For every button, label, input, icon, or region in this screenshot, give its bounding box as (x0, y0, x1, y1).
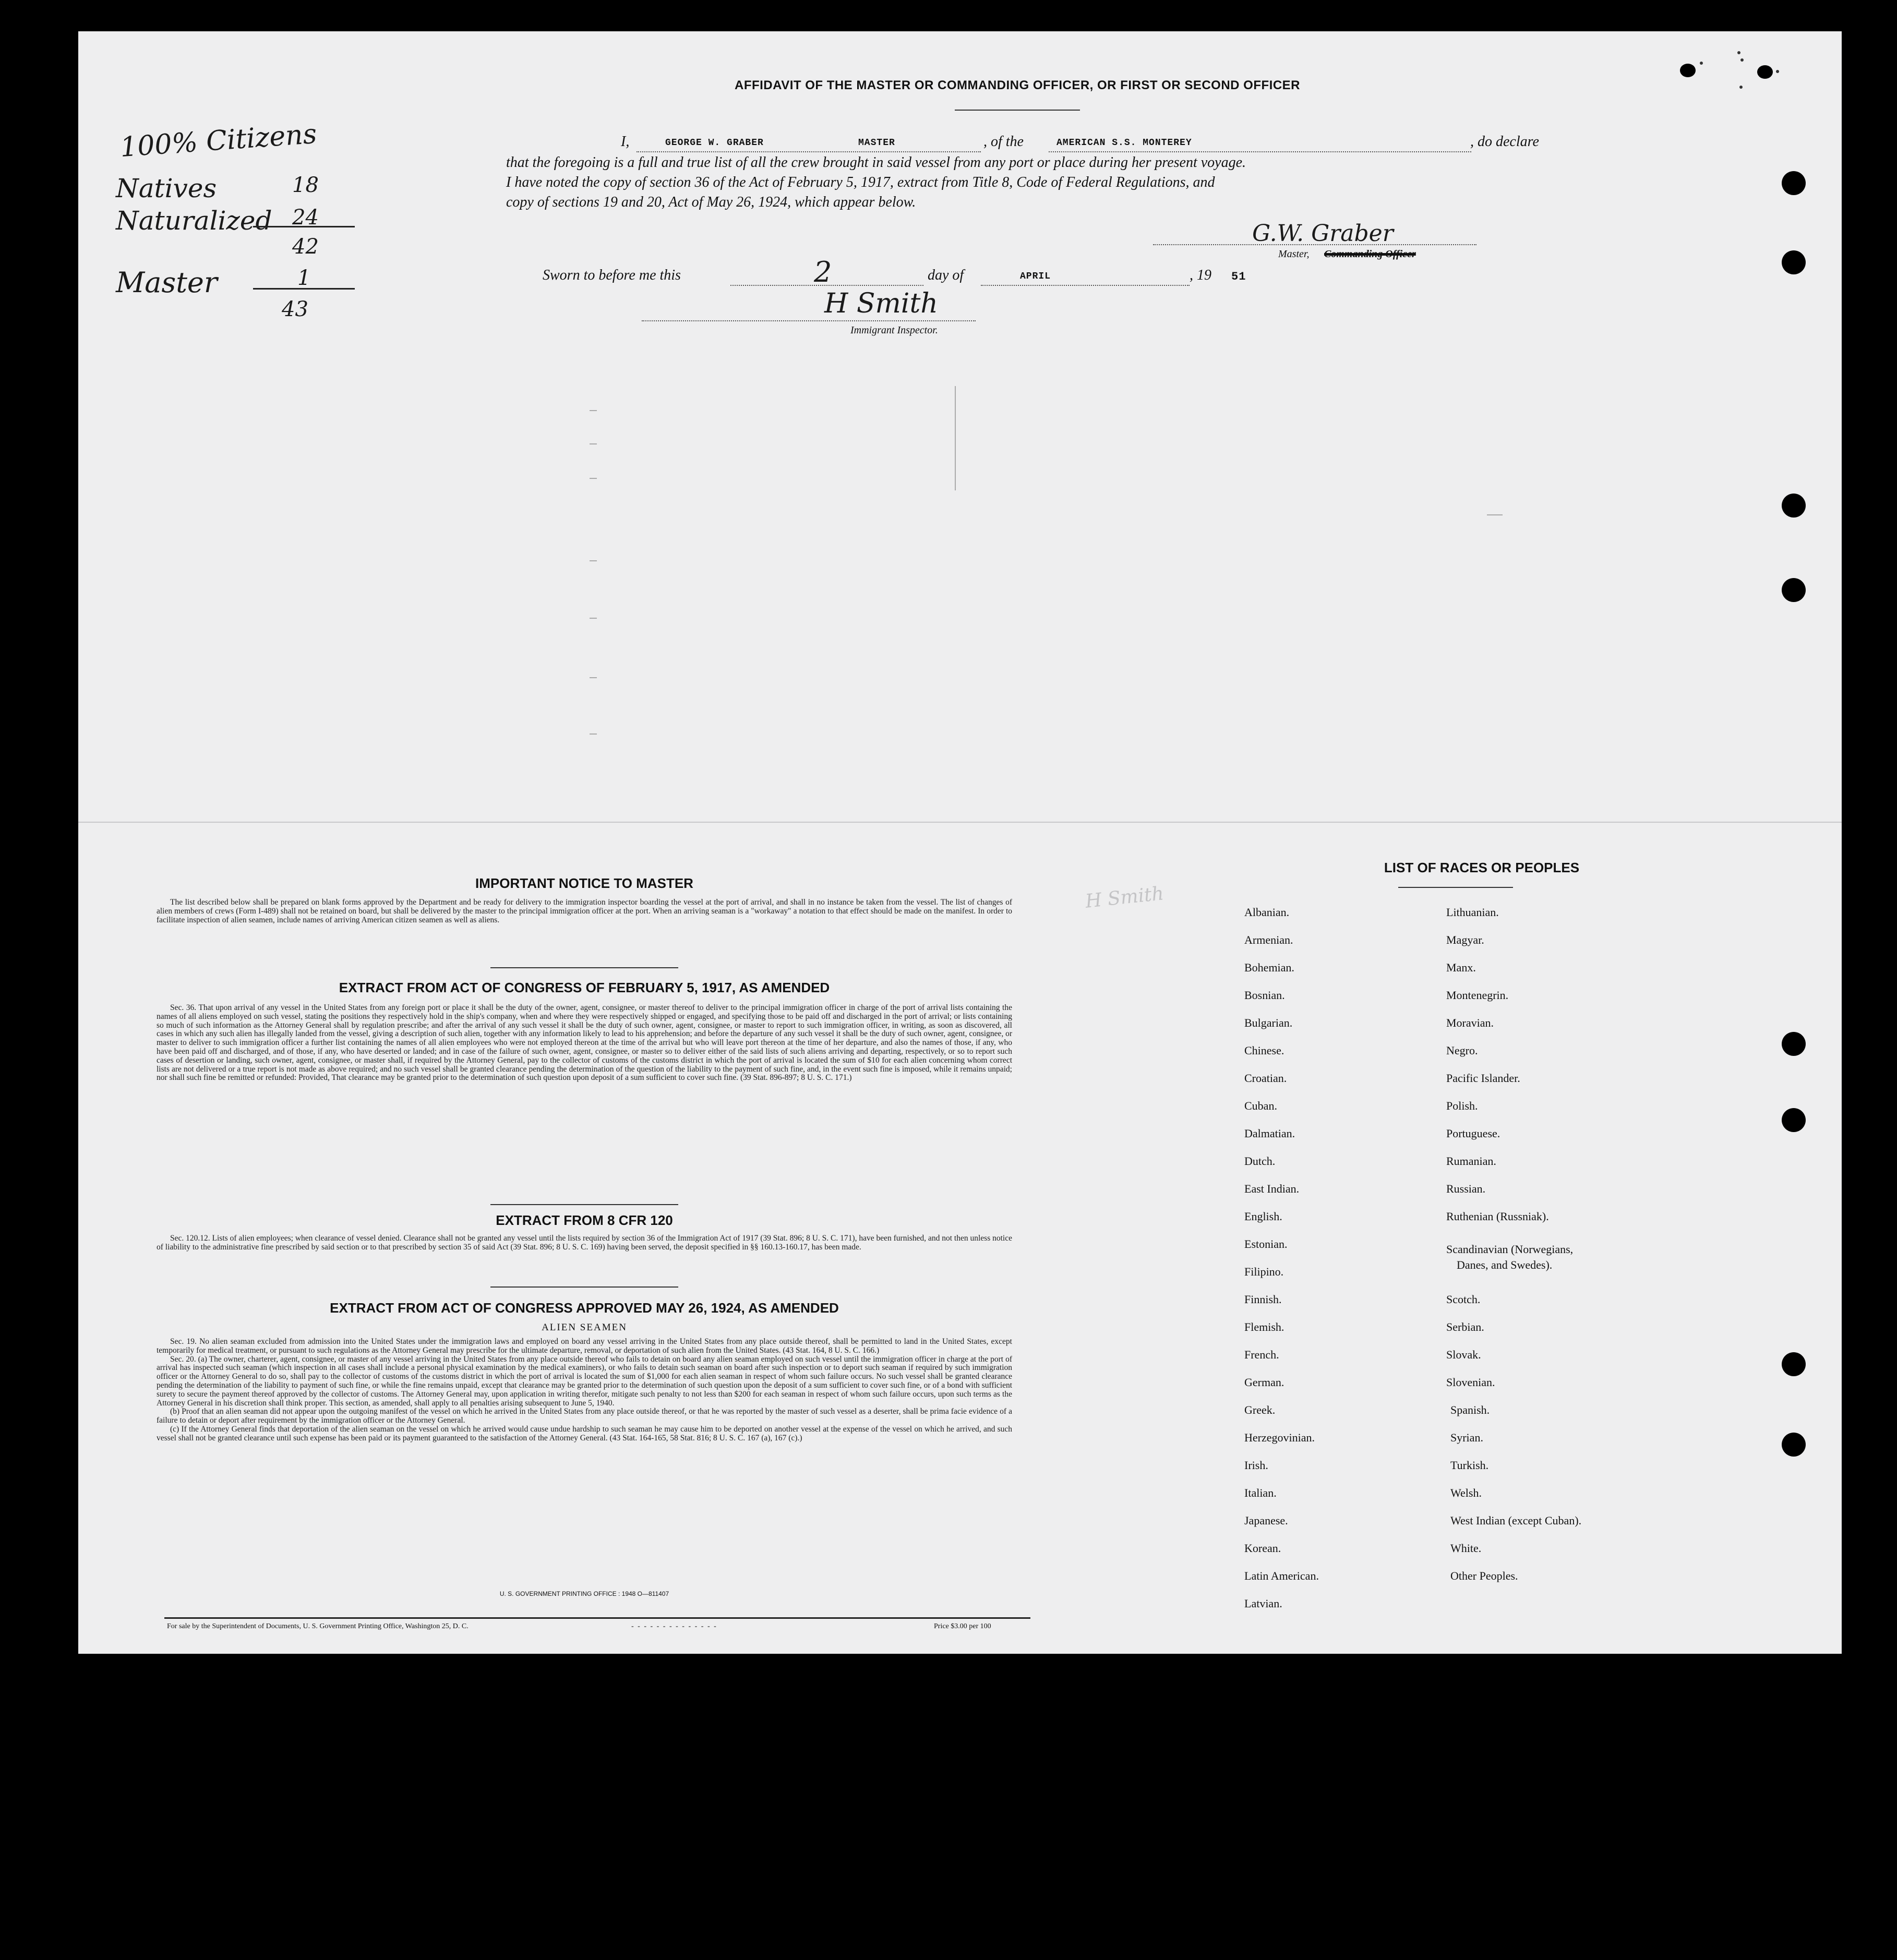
punch-hole (1782, 1352, 1806, 1376)
master-name-value: GEORGE W. GRABER (665, 138, 764, 148)
race-item: Scandinavian (Norwegians, (1446, 1243, 1574, 1256)
master-name-field-line (637, 151, 981, 152)
race-item: Scotch. (1446, 1293, 1481, 1306)
race-item: Filipino. (1244, 1265, 1284, 1278)
race-item: Flemish. (1244, 1320, 1284, 1333)
extract-1917-title: EXTRACT FROM ACT OF CONGRESS OF FEBRUARY 5, 1917, AS AMENDED (339, 980, 830, 995)
inspector-title-label: Immigrant Inspector. (850, 324, 938, 336)
struck-title-label: Commanding Officer (1324, 248, 1416, 260)
race-item: Albanian. (1244, 906, 1290, 919)
race-item: Irish. (1244, 1459, 1268, 1472)
inspector-signature-line (642, 320, 976, 321)
day-of-label: day of (928, 267, 964, 283)
race-item: Italian. (1244, 1486, 1277, 1499)
bleed-through-mark (590, 410, 597, 411)
dust-dot (1740, 58, 1744, 62)
race-item: Spanish. (1450, 1403, 1490, 1416)
race-item: Chinese. (1244, 1044, 1284, 1057)
document-page (78, 31, 1842, 1654)
race-item: Danes, and Swedes). (1457, 1258, 1553, 1271)
affidavit-title: AFFIDAVIT OF THE MASTER OR COMMANDING OFFICER, OR FIRST OR SECOND OFFICER (734, 78, 1301, 92)
master-signature-line (1153, 244, 1476, 245)
bleed-through-mark (590, 734, 597, 735)
race-item: German. (1244, 1376, 1284, 1389)
do-declare-label: , do declare (1470, 134, 1539, 150)
race-item: Welsh. (1450, 1486, 1482, 1499)
race-item: Polish. (1446, 1099, 1478, 1112)
dust-dot (1700, 62, 1703, 65)
race-item: Latin American. (1244, 1569, 1319, 1582)
race-item: Croatian. (1244, 1072, 1287, 1085)
dust-dot (1737, 51, 1740, 54)
race-item: Greek. (1244, 1403, 1276, 1416)
affidavit-line-2: that the foregoing is a full and true list of all the crew brought in said vessel from any port or place during her present voyage. (506, 154, 1246, 171)
punch-hole (1782, 171, 1806, 195)
race-item: Ruthenian (Russniak). (1446, 1210, 1549, 1223)
gpo-imprint: U. S. GOVERNMENT PRINTING OFFICE : 1948 O—811407 (499, 1590, 669, 1597)
handwritten-subtotal: 42 (292, 235, 319, 259)
race-item: Slovak. (1446, 1348, 1481, 1361)
race-item: Dutch. (1244, 1155, 1276, 1168)
race-item: Turkish. (1450, 1459, 1489, 1472)
race-item: French. (1244, 1348, 1279, 1361)
master-signature: G.W. Graber (1252, 220, 1394, 247)
sworn-month-value: APRIL (1020, 271, 1051, 282)
tally-rule (253, 288, 355, 290)
of-the-label: , of the (983, 134, 1024, 150)
footer-sale-text: For sale by the Superintendent of Documents, U. S. Government Printing Office, Washington 25, D. C. (167, 1622, 469, 1630)
race-item: Negro. (1446, 1044, 1478, 1057)
race-item: Herzegovinian. (1244, 1431, 1315, 1444)
extract-1924-subtitle: ALIEN SEAMEN (542, 1322, 627, 1333)
race-item: Manx. (1446, 961, 1476, 974)
extract-1917-body: Sec. 36. That upon arrival of any vessel in the United States from any foreign port or place it shall be the duty of the owner, agent, consignee, or master thereof to deliver to the principal immigration officer in charge of the port of arrival lists containing the names of all aliens employed on such vessel, stating the positions they respectively hold in the ship's company, when and where they were respectively shipped or engaged, and specifying those to be paid off and discharged in the port of arrival; or lists containing so much of such information as the Attorney General shall by regulation prescribe; and after the arrival of any such vessel it shall be the duty of such owner, agent, consignee, or master to report to such immigration officer, in writing, as soon as discovered, all cases in which any such alien has illegally landed from the vessel, giving a description of such alien, together with any information likely to lead to his apprehension; and before the departure of any such vessel it shall be the duty of such owner, agent, consignee, or master to deliver to such immigration officer a further list containing the names of all alien employees who were not employed thereon at the time of the arrival but who will leave port thereon at the time of her departure, and also the names of those, if any, who have been paid off and discharged, and of those, if any, who have deserted or landed; and in case of the failure of such owner, agent, consignee, or master so to deliver either of the said lists of such aliens arriving and departing, respectively, or so to report such cases of desertion or landing, such owner, agent, consignee, or master shall, if required by the Attorney General, pay to the collector of customs of the customs district in which the port of arrival is located the sum of $10 for each alien concerning whom correct lists are not delivered or a true report is not made as above required; and no such vessel shall be granted clearance pending the determination of the question of the liability to the payment of such fine, and, in the event such fine is imposed, while it remains unpaid; nor shall such fine be remitted or refunded: Provided, That clearance may be granted prior to the determination of such question upon deposit of a sum sufficient to cover such fine. (39 Stat. 896-897; 8 U. S. C. 171.) (157, 1003, 1012, 1083)
section-rule (490, 1204, 678, 1205)
race-item: Bulgarian. (1244, 1016, 1293, 1029)
sworn-prefix-label: Sworn to before me this (543, 267, 681, 283)
race-item: Bosnian. (1244, 989, 1285, 1002)
race-item: Russian. (1446, 1182, 1486, 1195)
extract-1924-body (157, 1338, 1012, 1443)
race-item: Slovenian. (1446, 1376, 1495, 1389)
notice-title: IMPORTANT NOTICE TO MASTER (475, 875, 693, 891)
sworn-day-value: 2 (814, 256, 832, 288)
race-item: Latvian. (1244, 1597, 1282, 1610)
race-item: White. (1450, 1542, 1482, 1555)
race-item: Finnish. (1244, 1293, 1282, 1306)
dust-dot (1776, 70, 1779, 73)
race-item: English. (1244, 1210, 1282, 1223)
faint-stamp-mark: H Smith (1084, 883, 1165, 912)
handwritten-native-count: 18 (292, 173, 319, 197)
section-rule (490, 1286, 678, 1288)
extract-1924-sec20b: (b) Proof that an alien seaman did not appear upon the outgoing manifest of the vessel on which he arrived in the United States from any place outside thereof, or that he was reported by the master of such vessel as a deserter, shall be prima facie evidence of a failure to detain or deport after requirement by the immigration officer or the Attorney General. (157, 1407, 1012, 1425)
race-item: Portuguese. (1446, 1127, 1500, 1140)
fold-line (78, 822, 1842, 823)
bleed-through-mark (590, 443, 597, 444)
punch-hole (1782, 1433, 1806, 1457)
handwritten-naturalized-count: 24 (292, 206, 319, 230)
race-item: East Indian. (1244, 1182, 1300, 1195)
race-item: Korean. (1244, 1542, 1281, 1555)
race-item: Bohemian. (1244, 961, 1294, 974)
extract-1924-sec20a: Sec. 20. (a) The owner, charterer, agent, consignee, or master of any vessel arriving in the United States from any place outside thereof who fails to detain on board any alien seaman employed on such vessel until the immigration officer in charge at the port of arrival has inspected such seaman (which inspection in all cases shall include a personal physical examination by the medical examiners), or who fails to detain such seaman on board after such inspection or to deport such seaman if required by such immigration officer or the Attorney General to do so, shall pay to the collector of customs of the customs district in which the port of arrival is located the sum of $1,000 for each alien seaman in respect of whom such failure occurs. No such vessel shall be granted clearance pending the determination of the liability to payment of such fine, or while the fine remains unpaid, except that clearance may be granted prior to the determination of such question upon the deposit of a sum sufficient to cover such fine, or of a bond with sufficient surety to secure the payment thereof approved by the collector of customs. The Attorney General may, upon application in writing therefor, mitigate such penalty to not less than $200 for each seaman in respect of whom such failure occurs, upon such terms as the Attorney General in his discretion shall think proper. This section, as amended, shall apply to all penalties arising subsequent to June 5, 1940. (157, 1354, 1012, 1408)
handwritten-naturalized-label: Naturalized (116, 206, 272, 236)
inspector-signature: H Smith (824, 288, 938, 319)
footer-rule (164, 1617, 1030, 1619)
notice-body: The list described below shall be prepared on blank forms approved by the Department and be ready for delivery to the immigration inspector boarding the vessel at the port of arrival, and shall in no instance be taken from the vessel. The list of changes of alien members of crews (Form I-489) shall not be retained on board, but shall be delivered by the master to the principal immigration officer at the port. When an arriving seaman is a "workaway" a notation to that effect should be made on the manifest. In order to facilitate inspection of alien seamen, include names of arriving American citizen seamen as well as aliens. (157, 898, 1012, 924)
handwritten-master-count: 1 (297, 266, 311, 290)
race-item: Japanese. (1244, 1514, 1288, 1527)
bleed-through-mark (590, 478, 597, 479)
punch-hole (1782, 1108, 1806, 1132)
race-item: Serbian. (1446, 1320, 1484, 1333)
races-title: LIST OF RACES OR PEOPLES (1384, 860, 1580, 875)
section-rule (490, 967, 678, 968)
handwritten-citizen-header: 100% Citizens (119, 118, 318, 164)
handwritten-total: 43 (282, 297, 308, 321)
sworn-month-field-line (981, 285, 1190, 286)
race-item: Armenian. (1244, 933, 1293, 946)
punch-hole (1782, 494, 1806, 518)
bleed-through-mark (955, 386, 956, 490)
master-rank-value: MASTER (858, 138, 895, 148)
race-item: Montenegrin. (1446, 989, 1509, 1002)
race-item: Magyar. (1446, 933, 1484, 946)
year-suffix-value: 51 (1231, 270, 1246, 283)
footer-price: Price $3.00 per 100 (934, 1622, 991, 1630)
footer-dashes: - - - - - - - - - - - - - - (631, 1622, 717, 1630)
affidavit-i-label: I, (621, 134, 630, 150)
extract-8cfr-title: EXTRACT FROM 8 CFR 120 (496, 1212, 673, 1228)
affidavit-line-4: copy of sections 19 and 20, Act of May 26, 1924, which appear below. (506, 194, 916, 210)
races-title-rule (1398, 887, 1513, 888)
race-item: Syrian. (1450, 1431, 1483, 1444)
race-item: Rumanian. (1446, 1155, 1496, 1168)
race-item: Cuban. (1244, 1099, 1277, 1112)
affidavit-line-3: I have noted the copy of section 36 of the Act of February 5, 1917, extract from Title 8, Code of Federal Regulations, and (506, 174, 1215, 190)
punch-hole (1782, 578, 1806, 602)
punch-hole (1782, 1032, 1806, 1056)
bleed-through-mark (590, 618, 597, 619)
handwritten-native-label: Natives (116, 173, 217, 203)
punch-hole-speck (1680, 64, 1696, 77)
punch-hole (1782, 250, 1806, 274)
bleed-through-mark (590, 560, 597, 561)
tally-rule (253, 226, 355, 227)
extract-1924-title: EXTRACT FROM ACT OF CONGRESS APPROVED MAY 26, 1924, AS AMENDED (330, 1300, 839, 1316)
master-title-label: Master, (1278, 248, 1310, 260)
race-item: Other Peoples. (1450, 1569, 1518, 1582)
vessel-name-value: AMERICAN S.S. MONTEREY (1056, 138, 1192, 148)
handwritten-master-label: Master (116, 266, 218, 299)
race-item: Dalmatian. (1244, 1127, 1295, 1140)
bleed-through-mark (590, 677, 597, 678)
race-item: Lithuanian. (1446, 906, 1499, 919)
race-item: Estonian. (1244, 1237, 1288, 1250)
race-item: Moravian. (1446, 1016, 1494, 1029)
dust-dot (1739, 86, 1743, 89)
punch-hole-speck (1757, 65, 1773, 79)
year-prefix-label: , 19 (1190, 267, 1211, 283)
bleed-through-mark (1487, 514, 1503, 515)
affidavit-title-rule (955, 110, 1080, 111)
race-item: West Indian (except Cuban). (1450, 1514, 1582, 1527)
vessel-field-line (1049, 151, 1471, 152)
extract-1924-sec20c: (c) If the Attorney General finds that deportation of the alien seaman on the vessel on which he arrived would cause undue hardship to such seaman he may cause him to be deported on another vessel at the expense of the vessel on which he arrived, and such vessel shall not be granted clearance until such expense has been paid or its payment guaranteed to the satisfaction of the Attorney General. (43 Stat. 164-165, 58 Stat. 816; 8 U. S. C. 167 (a), 167 (c).) (157, 1424, 1012, 1442)
race-item: Pacific Islander. (1446, 1072, 1520, 1085)
extract-1924-sec19: Sec. 19. No alien seaman excluded from admission into the United States under the immigration laws and employed on board any vessel arriving in the United States from any place outside thereof, shall be permitted to land in the United States, except temporarily for medical treatment, or pursuant to such regulations as the Attorney General may prescribe for the ultimate departure, removal, or deportation of such alien from the United States. (43 Stat. 164, 8 U. S. C. 166.) (157, 1337, 1012, 1355)
extract-8cfr-body: Sec. 120.12. Lists of alien employees; when clearance of vessel denied. Clearance shall not be granted any vessel until the lists required by section 36 of the Immigration Act of 1917 (39 Stat. 896; 8 U. S. C. 171), have been furnished, and not then unless notice of liability to the administrative fine prescribed by said section or to that prescribed by section 35 of said Act (39 Stat. 896; 8 U. S. C. 169) having been served, the deposit specified in §§ 160.13-160.17, has been made. (157, 1234, 1012, 1252)
